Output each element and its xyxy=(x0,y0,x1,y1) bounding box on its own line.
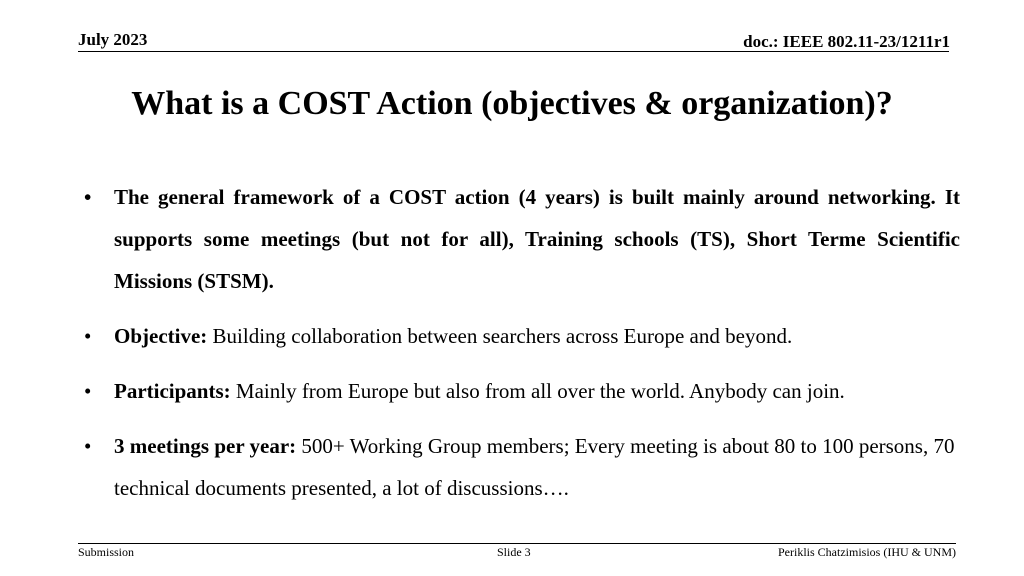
header-date: July 2023 xyxy=(78,30,148,49)
footer-slide-number: Slide 3 xyxy=(497,545,531,559)
bullet-framework xyxy=(78,176,960,302)
footer-divider xyxy=(78,543,956,544)
bullet-participants xyxy=(78,370,960,412)
bullet-text: The general framework of a COST action (4 years) is built mainly around networking. It supports some meetings (but not for all), Training schools (TS), Short Terme Scientific Missions (STSM). xyxy=(114,185,960,293)
bullet-dot-icon: • xyxy=(84,379,92,403)
slide-title: What is a COST Action (objectives & organization)? xyxy=(131,85,893,122)
bullet-label: Objective: xyxy=(114,324,208,348)
footer-author: Periklis Chatzimisios (IHU & UNM) xyxy=(778,545,956,559)
bullet-objective xyxy=(78,315,960,357)
bullet-label: Participants: xyxy=(114,379,231,403)
bullet-meetings xyxy=(78,425,960,509)
bullet-dot-icon: • xyxy=(84,324,92,348)
bullet-dot-icon: • xyxy=(84,434,92,458)
bullet-text: 500+ Working Group members; Every meeting is about 80 to 100 persons, 70 technical documents presented, a lot of discussions…. xyxy=(114,434,955,500)
bullet-label: 3 meetings per year: xyxy=(114,434,297,458)
footer-submission: Submission xyxy=(78,545,135,559)
header-doc-id: doc.: IEEE 802.11-23/1211r1 xyxy=(743,32,950,51)
bullet-text: Mainly from Europe but also from all over the world. Anybody can join. xyxy=(230,379,845,403)
bullet-list xyxy=(78,176,960,522)
bullet-text: Building collaboration between searchers across Europe and beyond. xyxy=(207,324,793,348)
header-divider xyxy=(78,51,949,52)
bullet-dot-icon: • xyxy=(84,185,92,209)
